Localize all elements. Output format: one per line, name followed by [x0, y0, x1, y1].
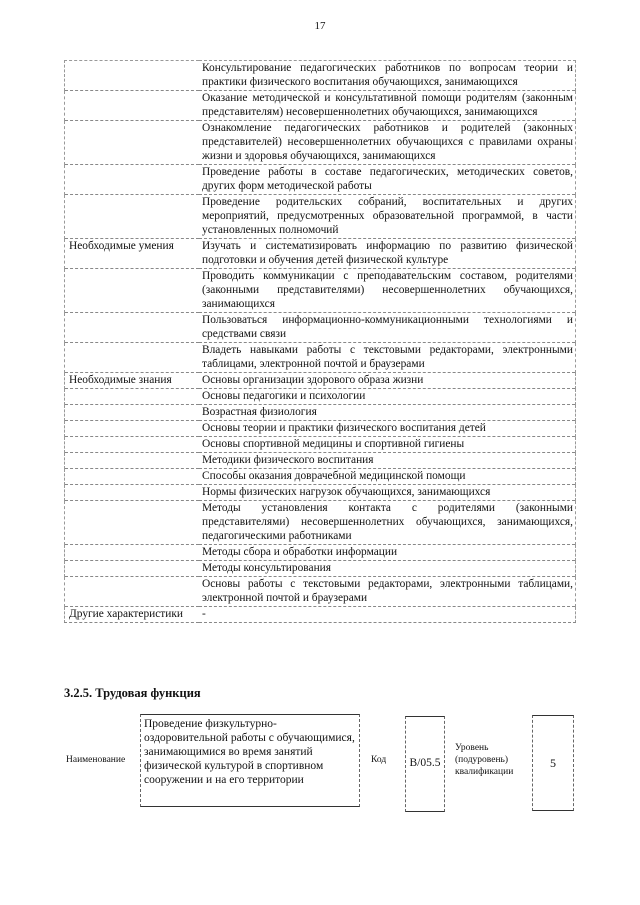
row-label-empty: [65, 577, 200, 607]
table-row: [65, 239, 576, 269]
row-label-empty: [65, 91, 200, 121]
table-cell: Основы педагогики и психологии: [199, 389, 576, 405]
row-label-empty: [65, 165, 200, 195]
table-row: [65, 501, 576, 545]
table-cell: Методы сбора и обработки информации: [199, 545, 576, 561]
table-cell: Проведение работы в составе педагогических, методических советов, других форм методической работы: [199, 165, 576, 195]
name-label: Наименование: [66, 755, 126, 765]
table-cell: Основы спортивной медицины и спортивной гигиены: [199, 437, 576, 453]
other-label: Другие характеристики: [65, 607, 200, 623]
row-label-empty: [65, 437, 200, 453]
row-label-empty: [65, 453, 200, 469]
table-cell: Ознакомление педагогических работников и родителей (законных представителей) несовершеннолетних обучающихся с правилами охраны жизни и здоровья обучающихся, занимающихся: [199, 121, 576, 165]
table-cell: Основы работы с текстовыми редакторами, электронными таблицами, электронной почтой и браузерами: [199, 577, 576, 607]
level-value-box: 5: [532, 715, 574, 811]
table-row: [65, 577, 576, 607]
row-label-empty: [65, 313, 200, 343]
table-row: [65, 343, 576, 373]
code-label: Код: [371, 755, 387, 765]
table-cell: Основы теории и практики физического воспитания детей: [199, 421, 576, 437]
row-label-empty: [65, 421, 200, 437]
knowledge-label: Необходимые знания: [65, 373, 200, 389]
table-row: [65, 421, 576, 437]
table-cell: Методы установления контакта с родителями (законными представителями) несовершеннолетних обучающихся, занимающихся, педагогическими работниками: [199, 501, 576, 545]
table-row: [65, 91, 576, 121]
table-cell: -: [199, 607, 576, 623]
section-heading: 3.2.5. Трудовая функция: [64, 686, 201, 700]
page-number: 17: [314, 20, 326, 32]
row-label-empty: [65, 195, 200, 239]
row-label-empty: [65, 469, 200, 485]
row-label-empty: [65, 269, 200, 313]
row-label-empty: [65, 389, 200, 405]
table-row: [65, 313, 576, 343]
row-label-empty: [65, 501, 200, 545]
row-label-empty: [65, 545, 200, 561]
row-label-empty: [65, 405, 200, 421]
row-label-empty: [65, 121, 200, 165]
table-cell: Нормы физических нагрузок обучающихся, занимающихся: [199, 485, 576, 501]
row-label-empty: [65, 485, 200, 501]
table-row: [65, 469, 576, 485]
table-row: [65, 437, 576, 453]
table-cell: Пользоваться информационно-коммуникационными технологиями и средствами связи: [199, 313, 576, 343]
skills-label: Необходимые умения: [65, 239, 200, 269]
row-label-empty: [65, 561, 200, 577]
table-row: [65, 405, 576, 421]
table-row: [65, 485, 576, 501]
table-cell: Владеть навыками работы с текстовыми редакторами, электронными таблицами, электронной почтой и браузерами: [199, 343, 576, 373]
table-cell: Оказание методической и консультативной помощи родителям (законным представителям) несовершеннолетних обучающихся, занимающихся: [199, 91, 576, 121]
table-cell: Методы консультирования: [199, 561, 576, 577]
table-row: [65, 545, 576, 561]
table-cell: Проводить коммуникации с преподавательским составом, родителями (законными представителями) несовершеннолетних обучающихся, занимающихся: [199, 269, 576, 313]
code-value-box: B/05.5: [405, 716, 445, 812]
level-label: Уровень (подуровень) квалификации: [455, 743, 514, 777]
table-row: [65, 607, 576, 623]
row-label-empty: [65, 343, 200, 373]
table-cell: Способы оказания доврачебной медицинской помощи: [199, 469, 576, 485]
table-row: [65, 453, 576, 469]
table-cell: Изучать и систематизировать информацию по развитию физической подготовки и обучения детей физической культуре: [199, 239, 576, 269]
table-cell: Проведение родительских собраний, воспитательных и других мероприятий, предусмотренных образовательной программой, в части установленных полномочий: [199, 195, 576, 239]
table-row: [65, 195, 576, 239]
row-label-empty: [65, 61, 200, 91]
table-row: [65, 269, 576, 313]
table-cell: Методики физического воспитания: [199, 453, 576, 469]
table-row: [65, 373, 576, 389]
requirements-table: [64, 60, 576, 623]
name-value-box: Проведение физкультурно-оздоровительной работы с обучающимися, занимающимися во время занятий физической культурой в спортивном сооружении и на его территории: [140, 714, 360, 807]
table-row: [65, 165, 576, 195]
table-row: [65, 561, 576, 577]
table-row: [65, 61, 576, 91]
table-row: [65, 121, 576, 165]
table-cell: Основы организации здорового образа жизни: [199, 373, 576, 389]
table-cell: Возрастная физиология: [199, 405, 576, 421]
table-row: [65, 389, 576, 405]
table-cell: Консультирование педагогических работников по вопросам теории и практики физического воспитания обучающихся, занимающихся: [199, 61, 576, 91]
